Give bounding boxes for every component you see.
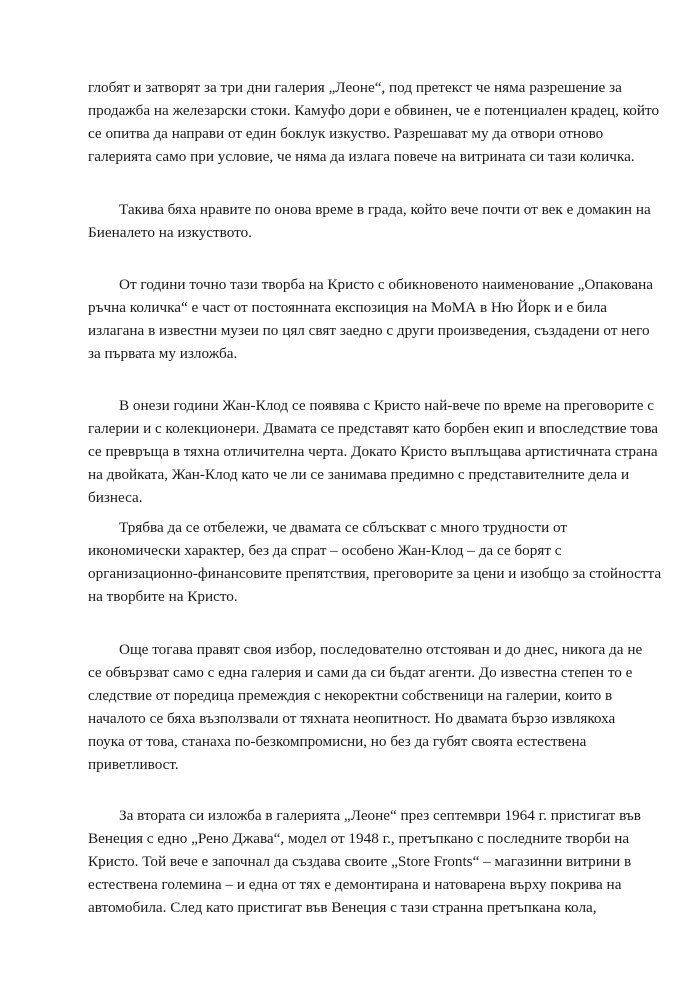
paragraph-5: [88, 516, 662, 608]
text-line: излагана в известни музеи по цял свят заедно с други произведения, създадени от него: [88, 322, 650, 339]
text-line: галерията само при условие, че няма да излага повече на витрината си тази количка.: [88, 148, 635, 165]
text-line: От години точно тази творба на Кристо с обикновеното наименование „Опакована: [119, 276, 654, 293]
text-line: Венеция с едно „Рено Джава“, модел от 1948 г., претъпкано с последните творби на: [88, 830, 630, 847]
text-line: автомобила. След като пристигат във Венеция с тази странна претъпкана кола,: [88, 899, 597, 916]
text-line: икономически характер, без да спрат – особено Жан-Клод – да се борят с: [88, 542, 562, 559]
paragraph-3: [88, 273, 654, 365]
text-line: на двойката, Жан-Клод като че ли се занимава предимно с представителните дела и: [88, 466, 630, 483]
text-line: продажба на железарски стоки. Камуфо дори е обвинен, че е потенциален крадец, който: [88, 102, 660, 119]
text-line: началото се бяха възползвали от тяхната неопитност. Но двамата бързо извлякоха: [88, 710, 616, 727]
text-line: за първата му изложба.: [88, 345, 238, 362]
text-line: Трябва да се отбележи, че двамата се сблъскват с много трудности от: [119, 519, 568, 536]
paragraph-7: [88, 804, 641, 919]
paragraph-2: [88, 198, 651, 244]
text-line: галерии и с колекционери. Двамата се представят като борбен екип и впоследствие това: [88, 420, 659, 437]
text-line: се обвързват само с една галерия и сами да си бъдат агенти. До известна степен то е: [88, 664, 633, 681]
text-line: се опитва да направи от един боклук изкуство. Разрешават му да отвори отново: [88, 125, 604, 142]
text-line: Такива бяха нравите по онова време в града, който вече почти от век е домакин на: [119, 201, 651, 218]
text-line: глобят и затворят за три дни галерия „Леоне“, под претекст че няма разрешение за: [88, 79, 622, 96]
text-line: на творбите на Кристо.: [88, 588, 238, 605]
text-line: организационно-финансовите препятствия, преговорите за цени и изобщо за стойността: [88, 565, 662, 582]
text-line: следствие от поредица премеждия с некоректни собственици на галерии, които в: [88, 687, 613, 704]
paragraph-6: [88, 638, 643, 776]
text-line: се превръща в тяхна отличителна черта. Докато Кристо въплъщава артистичната страна: [88, 443, 658, 460]
text-line: За втората си изложба в галерията „Леоне“ през септември 1964 г. пристигат във: [119, 807, 641, 824]
text-line: Биеналето на изкуството.: [88, 224, 252, 241]
paragraph-1: [88, 76, 660, 168]
text-line: ръчна количка“ е част от постоянната експозиция на МоМА в Ню Йорк и е била: [88, 299, 608, 316]
text-line: Още тогава правят своя избор, последователно отстояван и до днес, никога да не: [119, 641, 643, 658]
text-line: Кристо. Той вече е започнал да създава своите „Store Fronts“ – магазинни витрини в: [88, 853, 632, 870]
paragraph-4: [88, 394, 659, 509]
text-line: бизнеса.: [88, 489, 143, 506]
text-line: В онези години Жан-Клод се появява с Кристо най-вече по време на преговорите с: [119, 397, 654, 414]
text-line: поука от това, станаха по-безкомпромисни, но без да губят своята естествена: [88, 733, 587, 750]
text-line: приветливост.: [88, 756, 179, 773]
text-line: естествена големина – и една от тях е демонтирана и натоварена върху покрива на: [88, 876, 622, 893]
